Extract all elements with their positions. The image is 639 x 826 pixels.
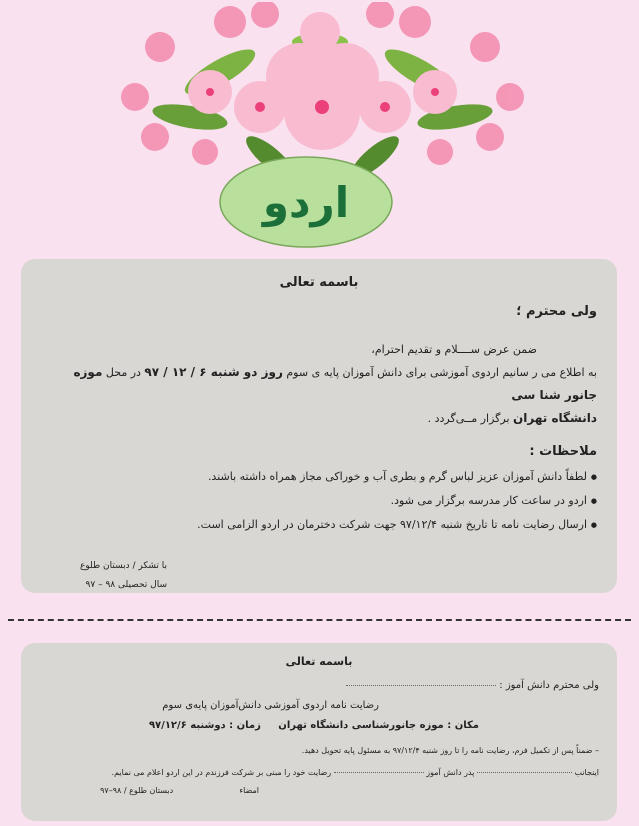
instruction-line: – ضمناً پس از تکمیل فرم، رضایت نامه را تا روز شنبه ۹۷/۱۲/۴ به مسئول پایه تحویل دهید. bbox=[301, 746, 599, 755]
consent-part2: پدر دانش آموز bbox=[426, 768, 475, 777]
event-place: موزه جانور شنا سی bbox=[73, 365, 597, 402]
consent-time: زمان : دوشنبه ۹۷/۱۲/۶ bbox=[148, 720, 261, 731]
parent-label: ولی محترم دانش آموز : bbox=[499, 680, 599, 691]
consent-part3: رضایت خود را مبنی بر شرکت فرزندم در این اردو اعلام می نمایم. bbox=[111, 768, 332, 777]
signature-block bbox=[37, 557, 167, 595]
consent-part1: اینجانب bbox=[574, 768, 599, 777]
father-name-field[interactable] bbox=[477, 772, 572, 773]
announcement-card bbox=[21, 259, 617, 593]
subject-line bbox=[39, 696, 599, 716]
student-name-field[interactable] bbox=[334, 772, 424, 773]
signature-line2: سال تحصیلی ۹۸ – ۹۷ bbox=[85, 580, 167, 590]
signature-label: امضاء bbox=[239, 786, 259, 795]
card1-heading: باسمه تعالی bbox=[279, 275, 359, 290]
consent-form-card bbox=[21, 643, 617, 821]
intro-line1: ضمن عرض ســــلام و تقدیم احترام، bbox=[371, 343, 537, 356]
school-label: دبستان طلوع / ۹۸–۹۷ bbox=[100, 786, 174, 795]
place-time-line bbox=[39, 716, 599, 736]
note-item: ● لطفاً دانش آموزان عزیز لباس گرم و بطری آب و خوراکی مجاز همراه داشته باشند. bbox=[41, 465, 597, 489]
announcement-part3: برگزار مــی‌گردد . bbox=[427, 412, 510, 425]
floral-banner bbox=[100, 2, 545, 252]
event-university: دانشگاه تهران bbox=[513, 411, 597, 425]
flower-decoration-icon bbox=[121, 2, 524, 184]
parent-line bbox=[39, 676, 599, 696]
signature-row bbox=[39, 782, 599, 800]
consent-statement bbox=[39, 764, 599, 782]
intro-text bbox=[41, 339, 597, 361]
announcement-part2: در محل bbox=[105, 366, 141, 379]
cut-line bbox=[8, 619, 631, 621]
announcement-text bbox=[41, 361, 597, 430]
banner-title: اردو bbox=[262, 178, 350, 227]
event-date: روز دو شنبه ۶ / ۱۲ / ۹۷ bbox=[144, 365, 283, 379]
notes-title: ملاحظات : bbox=[529, 444, 597, 459]
announcement-part1: به اطلاع می ر سانیم اردوی آموزشی برای دانش آموزان پایه ی سوم bbox=[286, 366, 597, 379]
parent-name-field[interactable] bbox=[346, 685, 496, 686]
consent-place: مکان : موزه جانورشناسی دانشگاه تهران bbox=[278, 720, 479, 731]
note-item: ● اردو در ساعت کار مدرسه برگزار می شود. bbox=[41, 489, 597, 513]
note-item: ● ارسال رضایت نامه تا تاریخ شنبه ۹۷/۱۲/۴ جهت شرکت دخترمان در اردو الزامی است. bbox=[41, 513, 597, 537]
card2-heading: باسمه تعالی bbox=[285, 655, 353, 668]
signature-line1: با تشکر / دبستان طلوع bbox=[80, 561, 167, 571]
greeting: ولی محترم ؛ bbox=[516, 304, 597, 319]
consent-subject: رضایت نامه اردوی آموزشی دانش‌آموزان پایه‌ی سوم bbox=[162, 700, 379, 711]
